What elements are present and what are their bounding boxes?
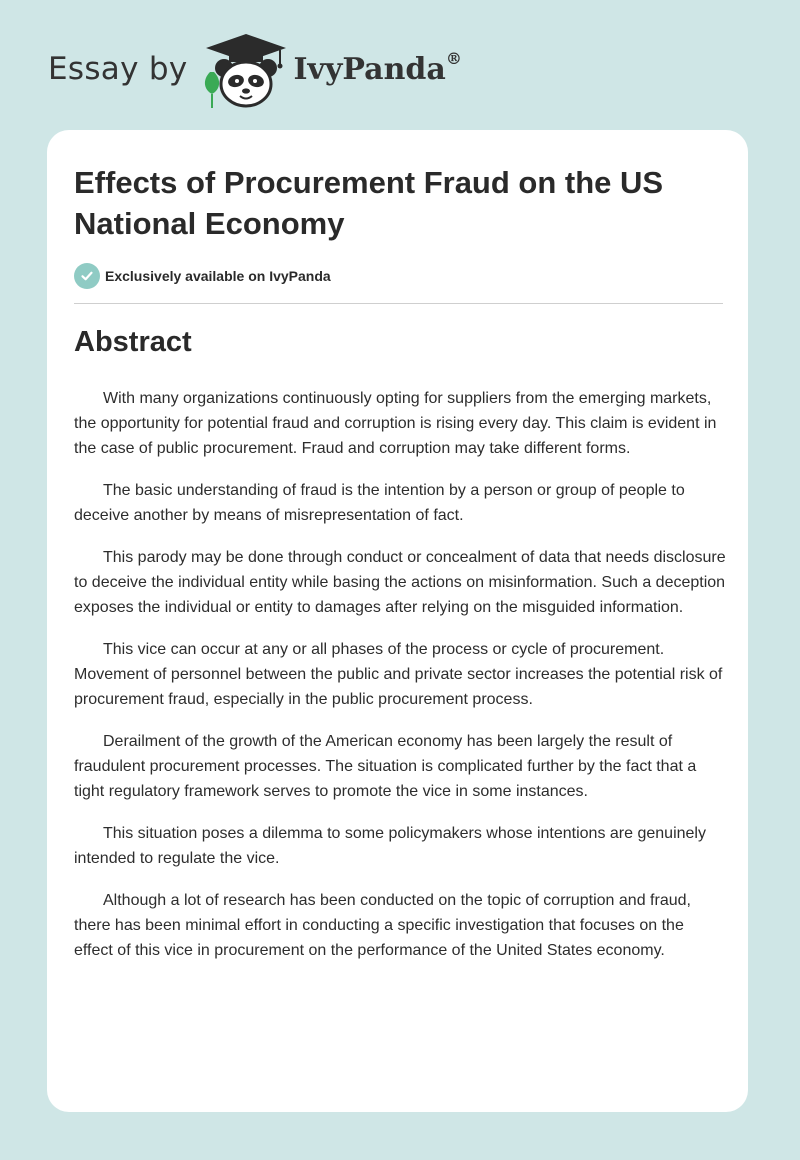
section-title-abstract: Abstract: [74, 326, 192, 358]
registered-mark: ®: [445, 48, 462, 68]
paragraph: With many organizations continuously opting for suppliers from the emerging markets, the opportunity for potential fraud and corruption is rising every day. This claim is evident in the case of public procurement. Fraud and corruption may take different forms.: [74, 390, 717, 457]
essay-by-label: Essay by: [48, 51, 188, 87]
page-title: Effects of Procurement Fraud on the US National Economy: [74, 165, 664, 241]
paragraph: The basic understanding of fraud is the intention by a person or group of people to deceive another by means of misrepresentation of fact.: [74, 482, 685, 524]
paragraph: Although a lot of research has been conducted on the topic of corruption and fraud, there has been minimal effort in conducting a specific investigation that focuses on the effect of this vice in procurement on the performance of the United States economy.: [74, 892, 691, 959]
brand-name[interactable]: [293, 48, 462, 87]
paragraph: This situation poses a dilemma to some policymakers whose intentions are genuinely intended to regulate the vice.: [74, 825, 706, 867]
site-header: [48, 30, 462, 114]
brand-name-text: IvyPanda: [293, 51, 446, 87]
essay-card: [47, 130, 748, 1112]
paragraph: This parody may be done through conduct or concealment of data that needs disclosure to deceive the individual entity while basing the actions on misinformation. Such a deception exposes the individual or entity to damages after relying on the misguided information.: [74, 549, 726, 616]
exclusive-availability: [74, 263, 331, 289]
divider: [74, 303, 723, 304]
abstract-body: [74, 386, 726, 980]
check-circle-icon: [74, 263, 100, 289]
paragraph: Derailment of the growth of the American economy has been largely the result of fraudulent procurement processes. The situation is complicated further by the fact that a tight regulatory framework serves to promote the vice in some instances.: [74, 733, 697, 800]
paragraph: This vice can occur at any or all phases of the process or cycle of procurement. Movement of personnel between the public and private sector increases the potential risk of procurement fraud, especially in the public procurement process.: [74, 641, 723, 708]
exclusive-label: Exclusively available on IvyPanda: [105, 268, 331, 284]
panda-graduate-logo-icon[interactable]: [200, 30, 292, 114]
